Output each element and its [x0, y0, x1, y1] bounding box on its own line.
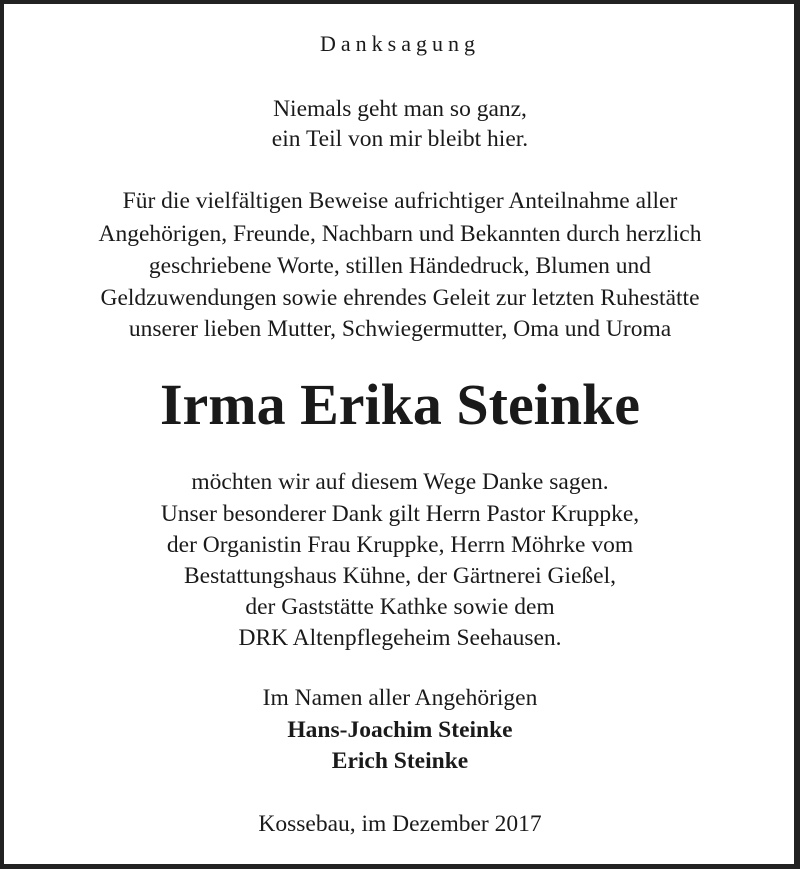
- thanks-line: möchten wir auf diesem Wege Danke sagen.: [191, 469, 609, 495]
- signer-name: Hans-Joachim Steinke: [287, 717, 513, 743]
- poem-line: Niemals geht man so ganz,: [273, 96, 527, 122]
- intro-line: unserer lieben Mutter, Schwiegermutter, Oma und Uroma: [128, 316, 672, 342]
- signer-name: Erich Steinke: [331, 748, 469, 774]
- notice-heading: Danksagung: [320, 31, 480, 56]
- intro-line: Geldzuwendungen sowie ehrendes Geleit zur letzten Ruhestätte: [100, 285, 700, 311]
- thanks-line: der Organistin Frau Kruppke, Herrn Möhrke vom: [166, 532, 634, 558]
- deceased-name: Irma Erika Steinke: [159, 372, 641, 437]
- intro-line: geschriebene Worte, stillen Händedruck, Blumen und: [148, 253, 652, 279]
- intro-line: Angehörigen, Freunde, Nachbarn und Bekannten durch herzlich: [98, 221, 702, 247]
- intro-line: Für die vielfältigen Beweise aufrichtiger Anteilnahme aller: [122, 188, 678, 214]
- thanks-line: DRK Altenpflegeheim Seehausen.: [238, 625, 562, 651]
- thanks-line: Bestattungshaus Kühne, der Gärtnerei Gießel,: [183, 563, 616, 589]
- place-date: Kossebau, im Dezember 2017: [258, 811, 542, 837]
- signoff: Im Namen aller Angehörigen: [262, 685, 538, 711]
- thanks-line: Unser besonderer Dank gilt Herrn Pastor Kruppke,: [160, 501, 640, 527]
- thanks-line: der Gaststätte Kathke sowie dem: [245, 594, 555, 620]
- poem-line: ein Teil von mir bleibt hier.: [271, 126, 529, 152]
